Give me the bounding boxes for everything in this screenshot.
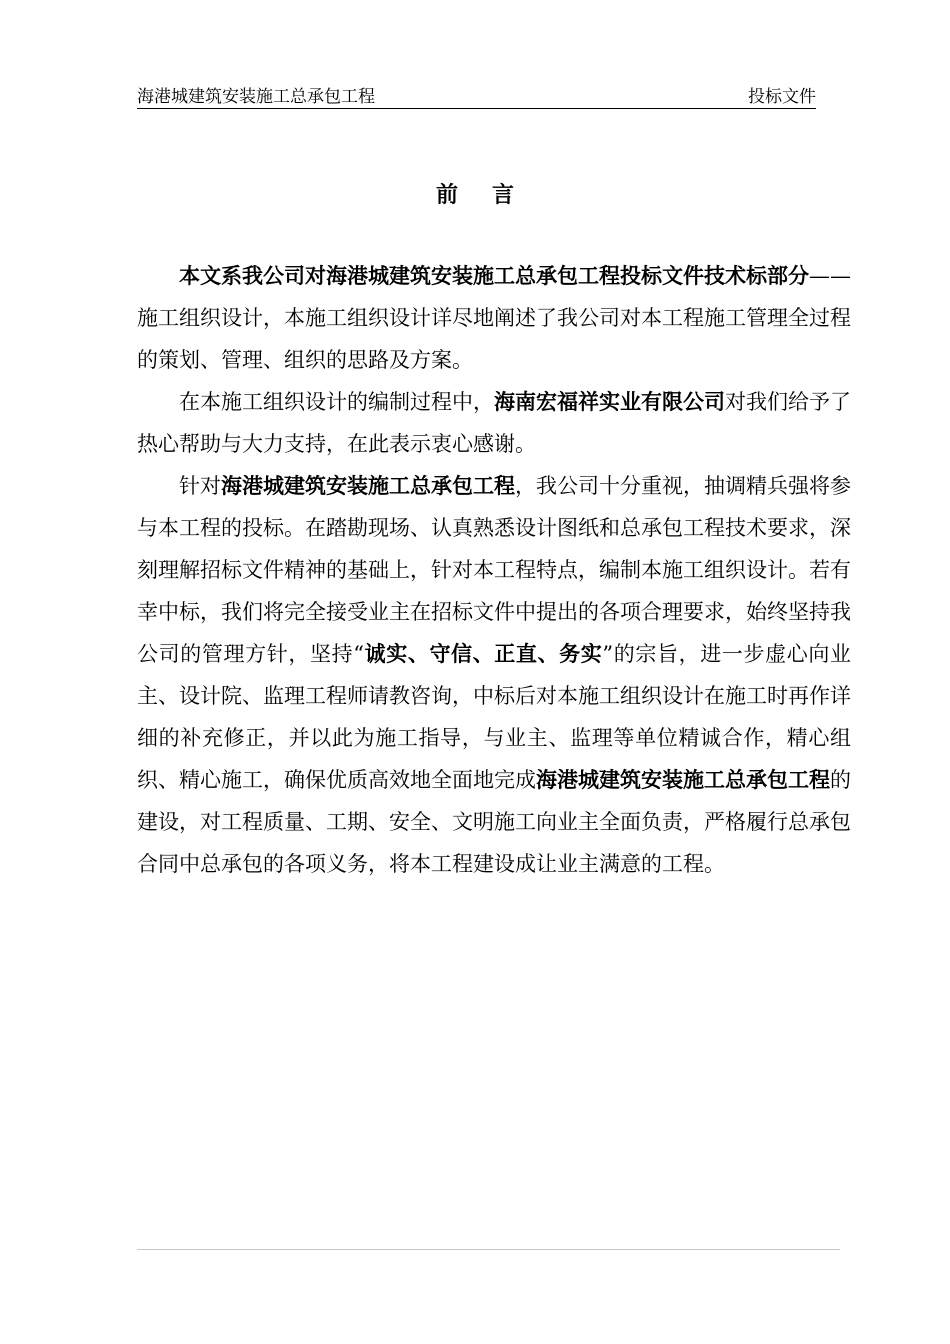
paragraph-2-text-a: 在本施工组织设计的编制过程中， (179, 390, 494, 414)
paragraph-2 (137, 381, 851, 465)
paragraph-2-company: 海南宏福祥实业有限公司 (494, 389, 725, 414)
paragraph-3-text-e: ”的宗旨，进一步虚心向业主、设计院、监理工程师请教咨询，中标后对本施工组织设计在施工时再作详细的补充修正，并以此为施工指导，与业主、监理等单位精诚合作，精心组织、精心施工，确保优质高效地全面地完成 (137, 642, 851, 792)
preface-body (137, 255, 851, 885)
footer-rule (137, 1249, 840, 1250)
page-header (137, 86, 816, 109)
page-title: 前言 (435, 182, 548, 208)
header-project-name: 海港城建筑安装施工总承包工程 (137, 87, 375, 107)
paragraph-3-project-name: 海港城建筑安装施工总承包工程 (221, 473, 515, 498)
paragraph-1-bold: 本文系我公司对海港城建筑安装施工总承包工程投标文件技术标部分 (179, 263, 809, 288)
paragraph-3-text-g: 的建设，对工程质量、工期、安全、文明施工向业主全面负责，严格履行总承包合同中总承包的各项义务，将本工程建设成让业主满意的工程。 (137, 768, 851, 876)
paragraph-3 (137, 465, 851, 885)
paragraph-1-text: ——施工组织设计，本施工组织设计详尽地阐述了我公司对本工程施工管理全过程的策划、管理、组织的思路及方案。 (137, 264, 851, 372)
paragraph-3-text-c: ，我公司十分重视，抽调精兵强将参与本工程的投标。在踏勘现场、认真熟悉设计图纸和总承包工程技术要求，深刻理解招标文件精神的基础上，针对本工程特点，编制本施工组织设计。若有幸中标，我们将完全接受业主在招标文件中提出的各项合理要求，始终坚持我公司的管理方针，坚持“ (137, 474, 851, 666)
paragraph-2-text-c: 对我们给予了热心帮助与大力支持，在此表示衷心感谢。 (137, 390, 851, 456)
paragraph-3-project-name-2: 海港城建筑安装施工总承包工程 (536, 767, 830, 792)
paragraph-3-text-a: 针对 (179, 474, 221, 498)
paragraph-1 (137, 255, 851, 381)
paragraph-3-motto: 诚实、守信、正直、务实 (363, 641, 603, 666)
header-doc-type: 投标文件 (748, 87, 816, 107)
